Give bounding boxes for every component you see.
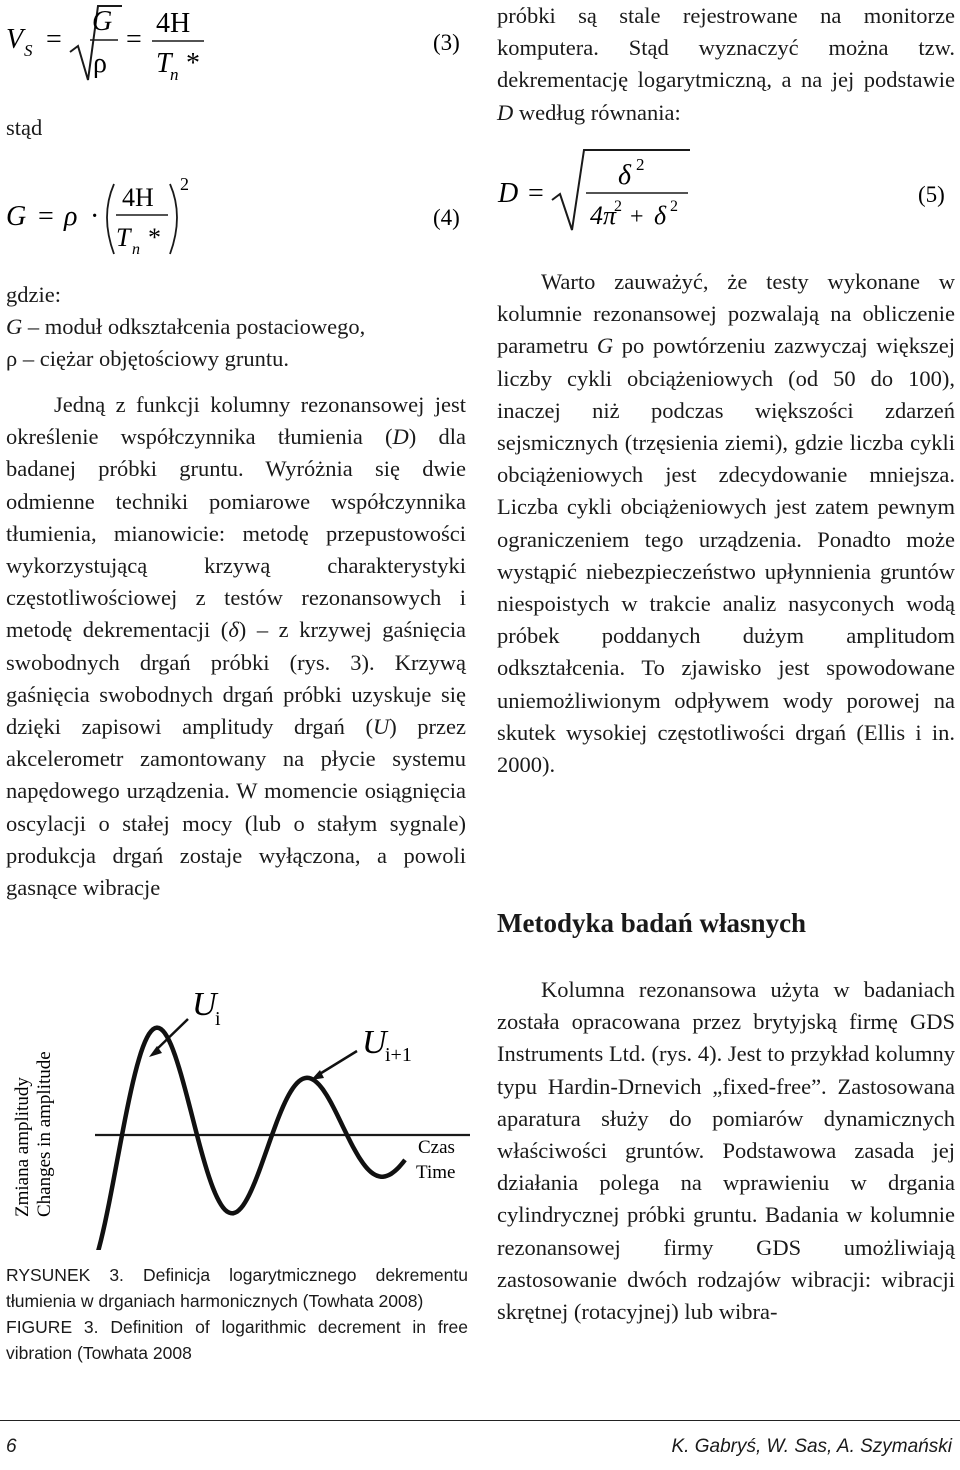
eq3-den1: ρ [93,48,107,79]
para1-part-a: Jedną z funkcji kolumny rezonansowej jest określenie współczynnika tłumienia ( [6,392,466,450]
u-i1-arrow [318,1051,357,1075]
eq5-num: δ [618,160,632,191]
eq3-equals: = [46,24,62,55]
figure-3-caption [6,1262,468,1366]
eq4-den-main: T [116,223,131,252]
para1-symbol-u: U [372,714,390,740]
page-number: 6 [6,1436,17,1457]
eq5-den-plus: + [630,204,644,230]
definitions [6,279,466,376]
figure-y-label [12,1051,55,1217]
para2-symbol-g: G [596,333,614,359]
eq3-equals2: = [126,24,142,55]
eq5-lhs: D [498,178,519,209]
eq4-exp: 2 [180,174,189,194]
para0-symbol-d: D [497,99,514,125]
eq3-den2-main: T [156,48,172,79]
footer-rule [0,1420,960,1421]
def1-text: – moduł odkształcenia postaciowego, [22,314,366,340]
figure-3-decay-curve [0,985,475,1250]
def2-symbol: ρ [6,346,18,372]
paragraph-cycles [497,266,955,781]
para1-part-b: ) dla badanej próbki gruntu. Wyróżnia się dwie odmienne techniki pomiarowe współczynnika tłumienia, mianowicie: metodę przepustowości wykorzystującą krzywą charakterystyki częstotliwościowej z testów rezonansowych i metodę dekrementacji ( [6,424,466,643]
decay-curve-line [95,1028,405,1250]
paragraph-damping [6,389,466,904]
eq3-lhs-sub: S [24,41,33,60]
caption-english: FIGURE 3. Definition of logarithmic decrement in free vibration (Towhata 2008 [6,1317,468,1363]
eq5-equals: = [528,178,544,209]
para1-symbol-delta: δ [228,617,239,643]
eq5-den-b-exp: 2 [670,198,678,215]
eq4-number: (4) [433,205,460,230]
equation-4 [0,168,475,268]
para1-part-c: ) – z krzywej gaśnięcia swobodnych drgań próbki (rys. 3). Krzywą gaśnięcia swobodnych drgań próbki uzyskuje się dzięki zapisowi amplitudy drgań ( [6,617,466,740]
equation-3 [0,0,475,90]
u-i1-label: U [362,1024,387,1061]
eq3-number: (3) [433,30,460,55]
eq4-rho: ρ [64,201,78,232]
y-label-en: Changes in amplitude [34,1051,55,1217]
x-label-pl: Czas [418,1137,455,1158]
equation-5 [490,140,960,240]
eq4-dot: · [90,201,100,232]
eq3-num2: 4H [156,8,191,39]
definition-rho [6,343,466,375]
eq5-den-a: 4π [590,201,617,230]
eq5-num-exp: 2 [636,155,645,174]
caption-polish: RYSUNEK 3. Definicja logarytmicznego dekrementu tłumienia w drganiach harmonicznych (Towhata 2008) [6,1265,468,1311]
x-label-en: Time [416,1162,456,1183]
para0-part-b: według równania: [513,99,681,125]
eq5-den-b: δ [654,201,667,230]
gdzie-label: gdzie: [6,282,61,307]
eq3-den2-star: * [186,48,200,79]
u-i-label: U [192,986,217,1023]
para0-part-a: próbki są stale rejestrowane na monitorze komputera. Stąd wyznaczyć można tzw. dekrementację logarytmiczną, a na jej podstawie [497,3,955,93]
eq4-den-star: * [148,223,161,252]
eq3-lhs: V [6,24,24,55]
para2-part-b: po powtórzeniu zazwyczaj większej liczby cykli obciążeniowych (od 50 do 100), inaczej niż podczas większości zdarzeń sejsmicznych (trzęsienia ziemi), gdzie liczba cykli obciążeniowych jest zdecydowanie mniejsza. Liczba cykli obciążeniowych jest zatem pewnym ograniczeniem tego urządzenia. Ponadto może wystąpić niebezpieczeństwo upłynnienia gruntów niespoistych w trakcie analiz nasyconych wodą próbek poddanych dużym amplitudom odkształcenia. To zjawisko jest spowodowane uniemożliwionym odpływem wody porowej na skutek wysokiej częstotliwości drgań (Ellis i in. 2000). [497,333,955,778]
eq4-num: 4H [122,183,154,212]
u-i1-sub: i+1 [385,1044,412,1066]
para1-part-d: ) przez akcelerometr zamontowany na płycie systemu napędowego urządzenia. W momencie osiągnięcia oscylacji o stałej mocy (lub o stałym sygnale) produkcja drgań zostaje wyłączona, a powoli gasnące wibracje [6,714,467,901]
eq5-den-a-exp: 2 [614,198,622,215]
eq5-number: (5) [918,182,945,207]
eq3-den2-sub: n [170,65,179,84]
para1-symbol-d: D [392,424,409,450]
stad-text: stąd [6,115,43,140]
para2-part-a: Warto zauważyć, że testy wykonane w kolumnie rezonansowej pozwalają na obliczenie parametru [497,269,955,359]
eq4-equals: = [38,201,54,232]
eq4-den-sub: n [132,241,140,258]
section-heading: Metodyka badań własnych [497,908,807,938]
definition-g [6,311,466,343]
authors: K. Gabryś, W. Sas, A. Szymański [671,1436,952,1457]
eq4-lhs: G [6,201,27,232]
def1-symbol: G [6,314,23,340]
u-i-sub: i [215,1008,221,1030]
def2-text: – ciężar objętościowy gruntu. [17,346,290,372]
paragraph-log-decrement [497,0,955,129]
y-label-pl: Zmiana amplitudy [12,1077,33,1217]
paragraph-gds-column: Kolumna rezonansowa użyta w badaniach została opracowana przez brytyjską firmę GDS Instruments Ltd. (rys. 4). Jest to przykład kolumny typu Hardin-Drnevich „fixed-free”. Zastosowana aparatura służy do pomiarów dynamicznych właściwości gruntów. Podstawowa zasada jej działania polega na wprawieniu w drgania cylindrycznej próbki gruntu. Badania w kolumnie rezonansowej firmy GDS umożliwiają zastosowanie dwóch rodzajów wibracji: wibracji skrętnej (rotacyjnej) lub wibra- [497,977,955,1325]
eq3-num1: G [92,6,113,37]
